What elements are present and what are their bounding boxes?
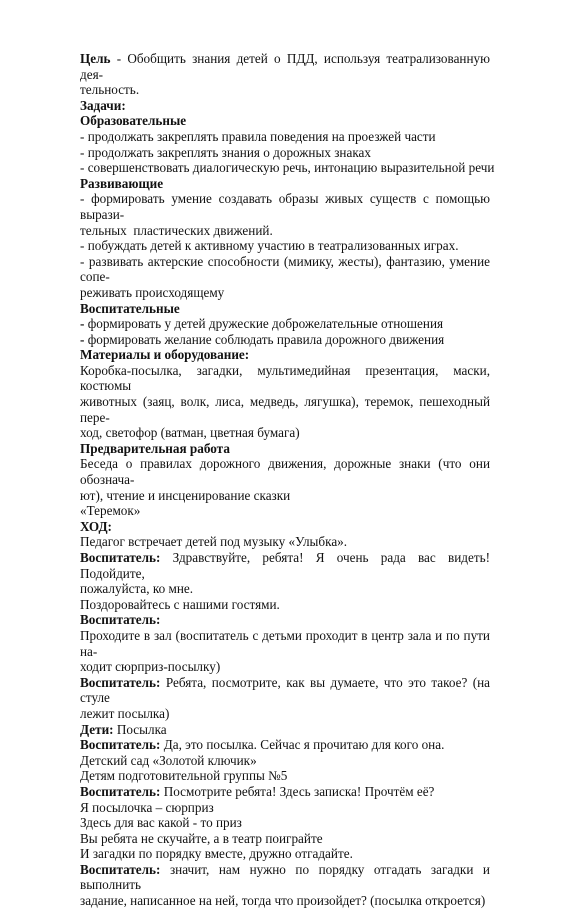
document-page <box>80 51 495 909</box>
upb-item <box>80 332 490 348</box>
poem-line: Вы ребята не скучайте, а в театр поиграйте <box>80 830 323 846</box>
children-label: Дети: <box>80 721 114 737</box>
teacher-speech-cont: пожалуйста, ко мне. <box>80 581 194 597</box>
dev-heading: Развивающие <box>80 175 164 191</box>
goal-text-cont: тельность. <box>80 82 140 98</box>
poem-line: Я посылочка – сюрприз <box>80 799 214 815</box>
children-speech: Посылка <box>113 721 167 737</box>
teacher-line <box>80 550 490 581</box>
teacher-label: Воспитатель: <box>80 612 161 628</box>
teacher-line <box>80 784 490 800</box>
upb-item-text: формировать у детей дружеские доброжелательные отношения <box>84 316 444 332</box>
kindergarten-line: Детский сад «Золотой ключик» <box>80 752 257 768</box>
edu-heading: Образовательные <box>80 113 187 129</box>
teacher-label: Воспитатель: <box>80 737 161 753</box>
edu-item: - совершенствовать диалогическую речь, интонацию выразительной речи <box>80 160 495 176</box>
dev-line: - формировать умение создавать образы живых существ с помощью вырази- <box>80 191 490 222</box>
prelim-line: «Теремок» <box>80 503 141 519</box>
materials-line: животных (заяц, волк, лиса, медведь, лягушка), теремок, пешеходный пере- <box>80 394 490 425</box>
dev-line: тельных пластических движений. <box>80 222 273 238</box>
prelim-heading: Предварительная работа <box>80 440 230 456</box>
upb-item-text: формировать желание соблюдать правила дорожного движения <box>84 331 445 347</box>
enter-paragraph-cont: ходит сюрприз-посылку) <box>80 659 221 675</box>
dev-line: - развивать актерские способности (мимику, жесты), фантазию, умение сопе- <box>80 253 490 285</box>
upb-heading: Воспитательные <box>80 300 180 316</box>
materials-line: ход, светофор (ватман, цветная бумага) <box>80 425 300 441</box>
teacher-line <box>80 862 490 893</box>
teacher-label: Воспитатель: <box>80 674 161 690</box>
edu-item: - продолжать закреплять знания о дорожных знаках <box>80 144 371 160</box>
goal-line <box>80 51 490 82</box>
dev-line: - побуждать детей к активному участию в театрализованных играх. <box>80 238 459 254</box>
tasks-heading: Задачи: <box>80 97 126 113</box>
prelim-line: Беседа о правилах дорожного движения, дорожные знаки (что они обознача- <box>80 456 490 488</box>
teacher-speech: Ребята, посмотрите, как вы думаете, что это такое? (на стуле <box>80 674 490 706</box>
poem-line: Здесь для вас какой - то приз <box>80 815 242 831</box>
teacher-speech: Посмотрите ребята! Здесь записка! Прочтём её? <box>160 783 435 799</box>
teacher-line <box>80 737 490 753</box>
poem-line: И загадки по порядку вместе, дружно отгадайте. <box>80 846 353 862</box>
materials-heading: Материалы и оборудование: <box>80 347 250 363</box>
teacher-speech-cont: лежит посылка) <box>80 705 170 721</box>
dev-line: реживать происходящему <box>80 284 225 300</box>
edu-item: - продолжать закреплять правила поведения на проезжей части <box>80 128 436 144</box>
teacher-label: Воспитатель: <box>80 783 161 799</box>
prelim-line: ют), чтение и инсценирование сказки <box>80 487 291 503</box>
intro-paragraph: Педагог встречает детей под музыку «Улыбка». <box>80 534 348 550</box>
teacher-label: Воспитатель: <box>80 550 161 565</box>
upb-item <box>80 316 490 332</box>
children-line <box>80 722 490 738</box>
teacher-speech: значит, нам нужно по порядку отгадать загадки и выполнить <box>80 861 490 893</box>
goal-label: Цель <box>80 51 111 66</box>
hod-heading: ХОД: <box>80 518 112 534</box>
group-line: Детям подготовительной группы №5 <box>80 768 288 784</box>
teacher-speech: Да, это посылка. Сейчас я прочитаю для кого она. <box>160 737 445 753</box>
goal-text: - Обобщить знания детей о ПДД, используя театрализованную дея- <box>80 51 490 82</box>
upb-dash: - <box>80 331 85 347</box>
materials-line: Коробка-посылка, загадки, мультимедийная презентация, маски, костюмы <box>80 362 490 394</box>
teacher-label: Воспитатель: <box>80 861 161 877</box>
teacher-speech-cont: задание, написанное на ней, тогда что произойдет? (посылка откроется) <box>80 893 486 909</box>
enter-paragraph: Проходите в зал (воспитатель с детьми проходит в центр зала и по пути на- <box>80 627 490 659</box>
upb-dash: - <box>80 316 85 332</box>
teacher-speech: Здравствуйте, ребята! Я очень рада вас видеть! Подойдите, <box>80 550 490 581</box>
greet-paragraph: Поздоровайтесь с нашими гостями. <box>80 596 280 612</box>
teacher-line <box>80 675 490 706</box>
